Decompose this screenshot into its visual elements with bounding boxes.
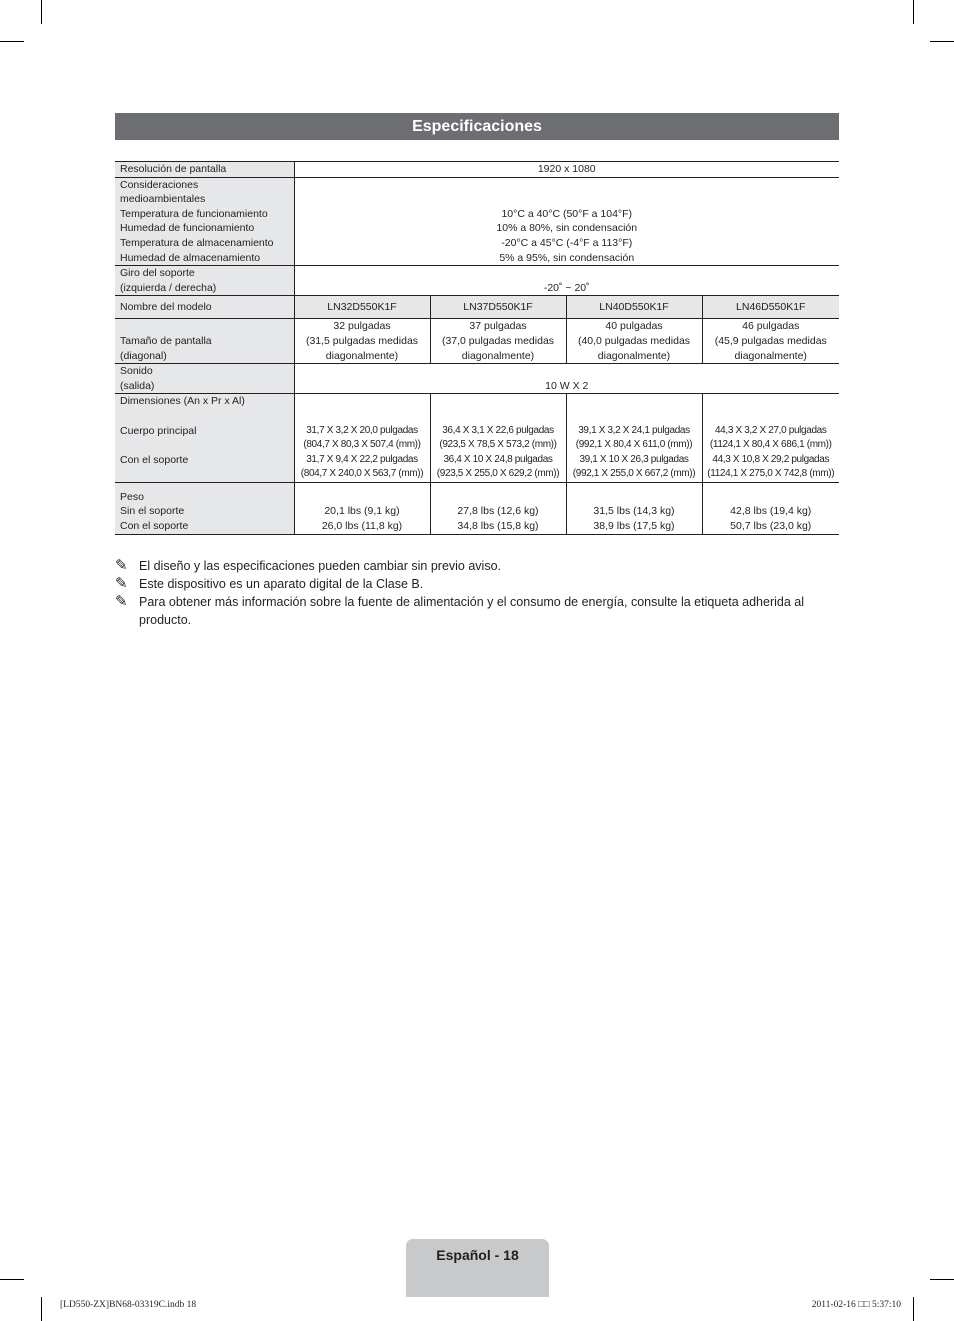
- note-item: ✎ Este dispositivo es un aparato digital de la Clase B.: [115, 575, 424, 592]
- value-dimensions: 39,1 X 3,2 X 24,1 pulgadas (992,1 X 80,4 X 611,0 (mm)) 39,1 X 10 X 26,3 pulgadas (992,1 X 255,0 X 667,2 (mm)): [566, 394, 702, 483]
- model-name: LN37D550K1F: [430, 296, 566, 319]
- crop-mark: [930, 1279, 954, 1280]
- value-screen-size: 32 pulgadas (31,5 pulgadas medidas diagonalmente): [305, 320, 419, 362]
- pencil-note-icon: ✎: [115, 557, 128, 574]
- row-label-sound: Sonido (salida): [115, 364, 294, 394]
- crop-mark: [0, 1279, 24, 1280]
- crop-mark: [41, 1297, 42, 1321]
- page-number-tab: Español - 18: [406, 1239, 549, 1297]
- table-row-dimensions: [115, 394, 839, 483]
- crop-mark: [0, 41, 24, 42]
- notes-list: [115, 557, 839, 629]
- value-screen-size: 40 pulgadas (40,0 pulgadas medidas diagonalmente): [566, 319, 702, 364]
- row-label-swivel: Giro del soporte (izquierda / derecha): [115, 266, 294, 296]
- table-row-screen-size: [115, 319, 839, 364]
- section-title: Especificaciones: [115, 113, 839, 140]
- row-label-screen-size: Tamaño de pantalla (diagonal): [115, 319, 294, 364]
- value-sound: 10 W X 2: [545, 379, 589, 392]
- footer-timestamp: 2011-02-16 □□ 5:37:10: [811, 1300, 901, 1310]
- table-row-weight: [115, 482, 839, 534]
- value-weight: 42,8 lbs (19,4 kg) 50,7 lbs (23,0 kg): [702, 482, 839, 534]
- value-dimensions: 31,7 X 3,2 X 20,0 pulgadas (804,7 X 80,3 X 507,4 (mm)) 31,7 X 9,4 X 22,2 pulgadas (804,7 X 240,0 X 563,7 (mm)): [300, 424, 424, 480]
- value-weight: 20,1 lbs (9,1 kg) 26,0 lbs (11,8 kg): [321, 505, 403, 533]
- table-row-environment: [115, 177, 839, 266]
- value-swivel: -20˚ ~ 20˚: [543, 281, 590, 294]
- row-label-resolution: Resolución de pantalla: [115, 162, 294, 178]
- table-row-model: [115, 296, 839, 319]
- note-item: ✎ El diseño y las especificaciones pueden cambiar sin previo aviso.: [115, 557, 501, 574]
- value-weight: 31,5 lbs (14,3 kg) 38,9 lbs (17,5 kg): [566, 482, 702, 534]
- value-weight: 27,8 lbs (12,6 kg) 34,8 lbs (15,8 kg): [430, 482, 566, 534]
- crop-mark: [913, 1297, 914, 1321]
- specifications-table: [115, 161, 839, 535]
- row-label-weight: Peso Sin el soporte Con el soporte: [115, 482, 294, 534]
- table-row-resolution: [115, 162, 839, 178]
- row-label-model: Nombre del modelo: [115, 296, 294, 319]
- crop-mark: [913, 0, 914, 24]
- value-environment: 10°C a 40°C (50°F a 104°F) 10% a 80%, sin condensación -20°C a 45°C (-4°F a 113°F) 5% a 95%, sin condensación: [496, 207, 638, 264]
- table-row-sound: [115, 364, 839, 394]
- footer-file-info: [LD550-ZX]BN68-03319C.indb 18: [60, 1300, 197, 1310]
- value-dimensions: 44,3 X 3,2 X 27,0 pulgadas (1124,1 X 80,4 X 686,1 (mm)) 44,3 X 10,8 X 29,2 pulgadas (1124,1 X 275,0 X 742,8 (mm)): [702, 394, 839, 483]
- row-label-environment: Consideraciones medioambientales Temperatura de funcionamiento Humedad de funcionamiento Temperatura de almacenamiento Humedad de almacenamiento: [115, 177, 294, 266]
- table-row-swivel: [115, 266, 839, 296]
- model-name: LN32D550K1F: [294, 296, 430, 319]
- value-dimensions: 36,4 X 3,1 X 22,6 pulgadas (923,5 X 78,5 X 573,2 (mm)) 36,4 X 10 X 24,8 pulgadas (923,5 X 255,0 X 629,2 (mm)): [430, 394, 566, 483]
- model-name: LN46D550K1F: [702, 296, 839, 319]
- value-screen-size: 37 pulgadas (37,0 pulgadas medidas diagonalmente): [430, 319, 566, 364]
- pencil-note-icon: ✎: [115, 593, 128, 610]
- row-label-dimensions: Dimensiones (An x Pr x Al) Cuerpo principal Con el soporte: [115, 394, 294, 483]
- pencil-note-icon: ✎: [115, 575, 128, 592]
- value-screen-size: 46 pulgadas (45,9 pulgadas medidas diagonalmente): [702, 319, 839, 364]
- crop-mark: [41, 0, 42, 24]
- note-item: ✎ Para obtener más información sobre la fuente de alimentación y el consumo de energía, consulte la etiqueta adherida al producto.: [115, 593, 804, 627]
- crop-mark: [930, 41, 954, 42]
- model-name: LN40D550K1F: [566, 296, 702, 319]
- value-resolution: 1920 x 1080: [537, 163, 596, 175]
